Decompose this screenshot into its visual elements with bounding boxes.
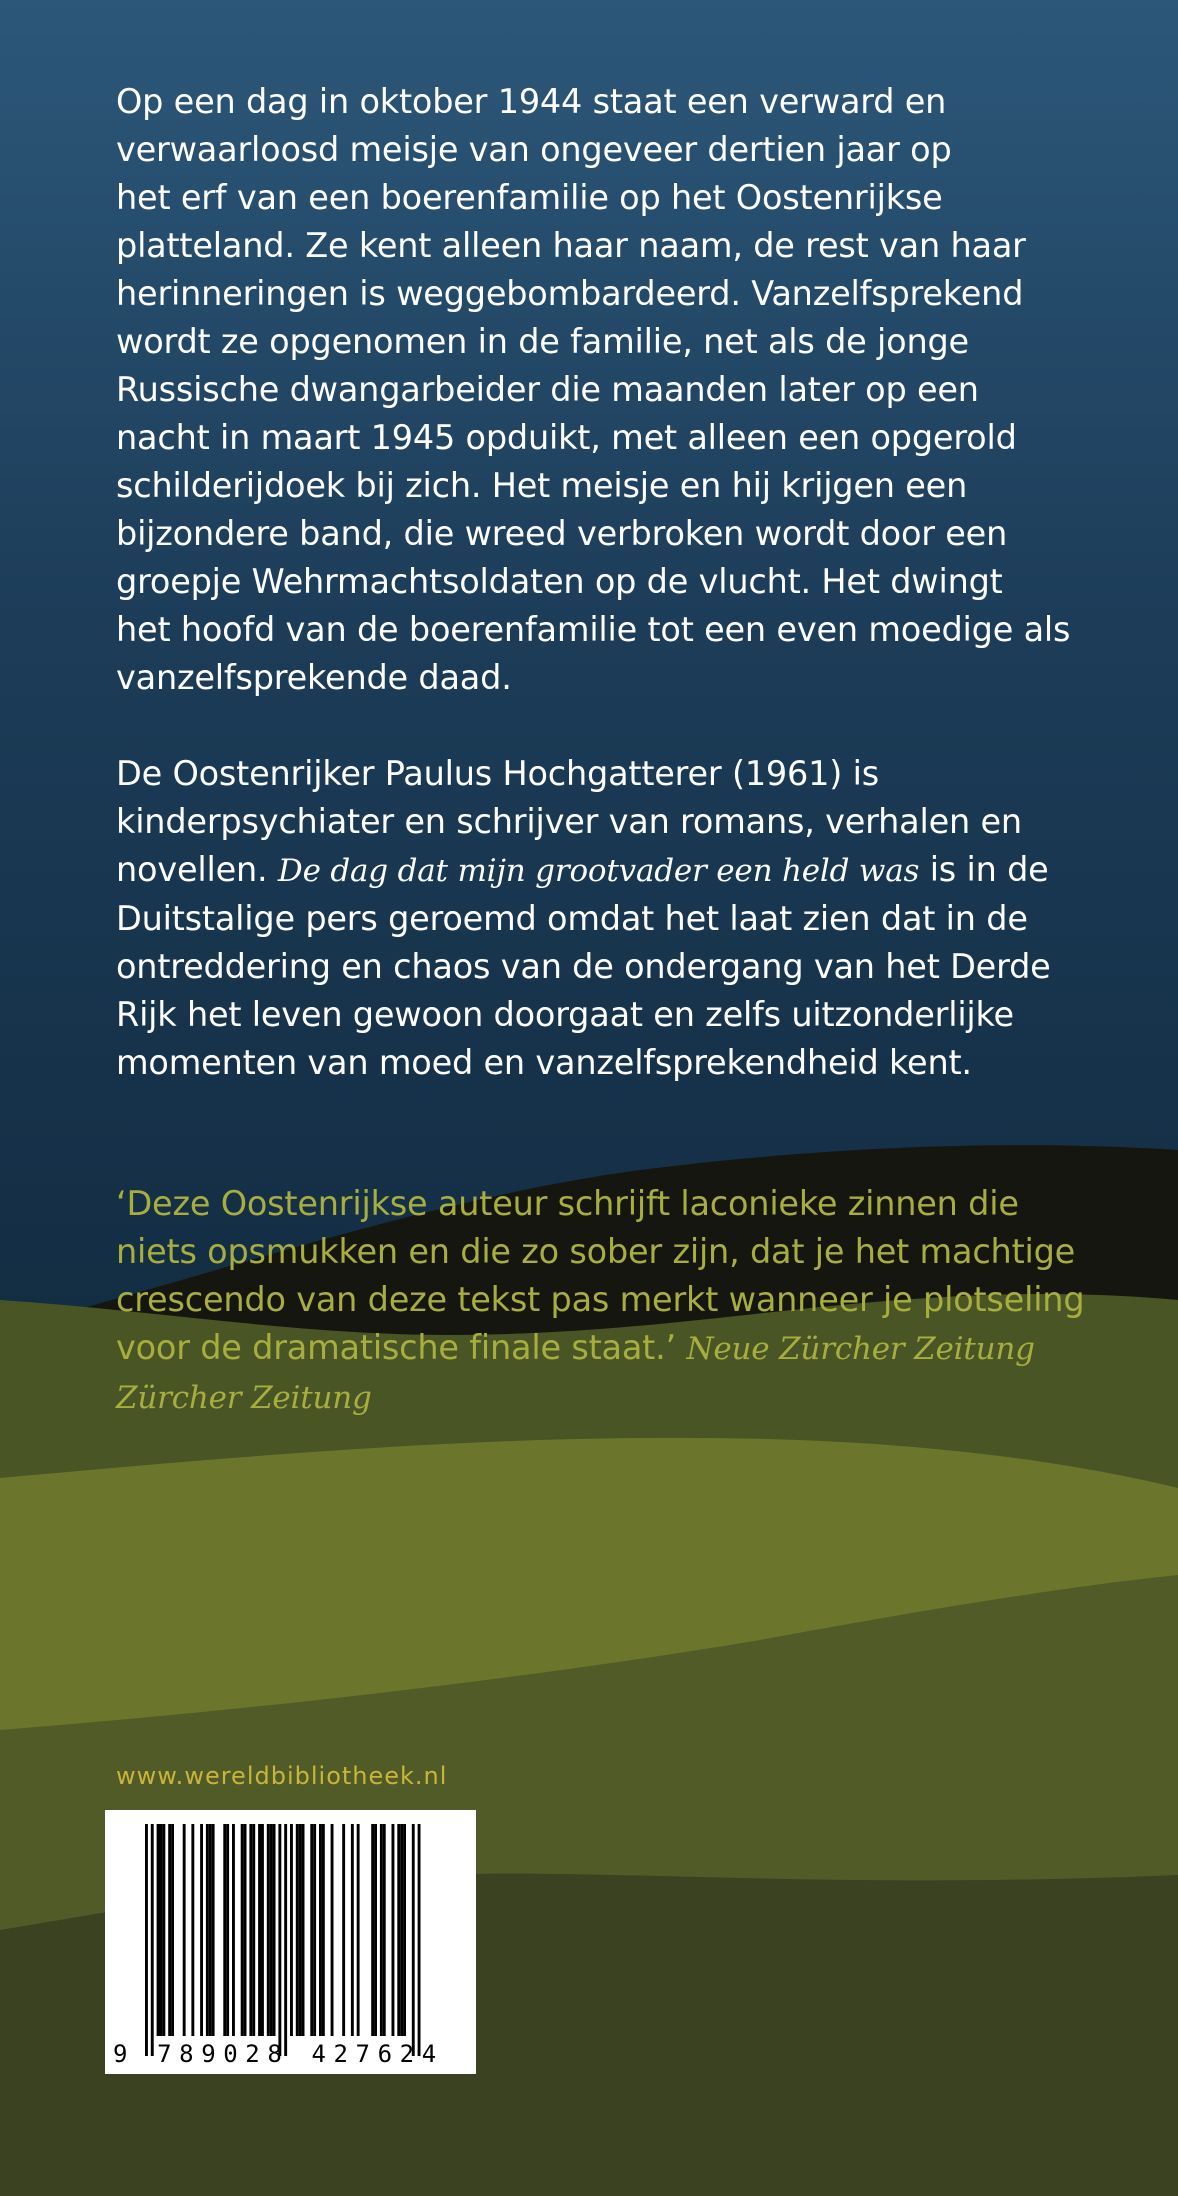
barcode-bars	[105, 1810, 476, 2074]
barcode-bar	[212, 1824, 215, 2036]
barcode-bar	[290, 1824, 293, 2036]
synopsis-text	[116, 78, 1096, 702]
publisher-website: www.wereldbibliotheek.nl	[116, 1762, 448, 1790]
barcode-bar	[244, 1824, 247, 2036]
bio-line: momenten van moed en vanzelfsprekendheid kent.	[116, 1043, 972, 1082]
quote-line	[116, 1324, 1096, 1373]
press-quote	[116, 1180, 1096, 1422]
synopsis-line: het erf van een boerenfamilie op het Oostenrijkse	[116, 178, 943, 217]
barcode-bar	[209, 1824, 212, 2036]
barcode-bar	[392, 1824, 395, 2036]
barcode-bar	[310, 1824, 313, 2036]
barcode-bar	[223, 1824, 226, 2036]
barcode-bar	[160, 1824, 163, 2036]
bio-line: Rijk het leven gewoon doorgaat en zelfs uitzonderlijke	[116, 995, 1014, 1034]
barcode-bar	[206, 1824, 209, 2036]
barcode-bar	[403, 1824, 406, 2036]
barcode-bar	[267, 1824, 270, 2036]
synopsis-line: nacht in maart 1945 opduikt, met alleen een opgerold	[116, 418, 1017, 457]
barcode-bar	[397, 1824, 400, 2036]
bio-text: is in de	[919, 850, 1049, 889]
synopsis-line: vanzelfsprekende daad.	[116, 658, 512, 697]
barcode-bar	[319, 1824, 322, 2036]
barcode-bar	[261, 1824, 264, 2036]
isbn-digits: 9 789028 427624	[113, 2040, 444, 2068]
barcode-bar	[200, 1824, 203, 2036]
barcode-bar	[374, 1824, 377, 2036]
bio-line: De Oostenrijker Paulus Hochgatterer (1961) is	[116, 754, 879, 793]
quote-line	[116, 1373, 1096, 1422]
bio-line: ontreddering en chaos van de ondergang van het Derde	[116, 947, 1051, 986]
barcode-bar	[418, 1824, 421, 2056]
synopsis-line: Op een dag in oktober 1944 staat een verward en	[116, 82, 947, 121]
barcode-bar	[400, 1824, 403, 2036]
synopsis-line: schilderijdoek bij zich. Het meisje en hij krijgen een	[116, 466, 968, 505]
barcode-bar	[171, 1824, 174, 2036]
quote-source: Zürcher Zeitung	[116, 1380, 372, 1416]
barcode-bar	[351, 1824, 354, 2036]
barcode-bar	[278, 1824, 281, 2056]
barcode-bar	[380, 1824, 383, 2036]
barcode-bar	[357, 1824, 360, 2036]
bio-line: kinderpsychiater en schrijver van romans, verhalen en	[116, 802, 1022, 841]
synopsis-line: platteland. Ze kent alleen haar naam, de rest van haar	[116, 226, 1026, 265]
barcode-bar	[270, 1824, 273, 2036]
synopsis-line: het hoofd van de boerenfamilie tot een even moedige als	[116, 610, 1071, 649]
isbn-barcode	[105, 1810, 476, 2074]
quote-line: niets opsmukken en die zo sober zijn, dat je het machtige	[116, 1232, 1076, 1271]
synopsis-line: Russische dwangarbeider die maanden later op een	[116, 370, 979, 409]
barcode-bar	[249, 1824, 252, 2036]
quote-line: ‘Deze Oostenrijkse auteur schrijft laconieke zinnen die	[116, 1184, 1019, 1223]
barcode-bar	[145, 1824, 148, 2056]
bio-line	[116, 846, 1096, 895]
barcode-bar	[191, 1824, 194, 2036]
synopsis-line: wordt ze opgenomen in de familie, net als de jonge	[116, 322, 969, 361]
barcode-bar	[383, 1824, 386, 2036]
barcode-bar	[157, 1824, 160, 2036]
quote-source: Neue Zürcher Zeitung	[686, 1331, 1035, 1367]
barcode-bar	[302, 1824, 305, 2036]
barcode-bar	[296, 1824, 299, 2036]
bio-text: novellen.	[116, 850, 278, 889]
barcode-bar	[412, 1824, 415, 2056]
book-title: De dag dat mijn grootvader een held was	[277, 853, 920, 889]
barcode-bar	[226, 1824, 229, 2036]
barcode-bar	[241, 1824, 244, 2036]
barcode-bar	[371, 1824, 374, 2036]
barcode-bar	[183, 1824, 186, 2036]
barcode-bar	[342, 1824, 345, 2036]
quote-text: voor de dramatische finale staat.’	[116, 1328, 687, 1367]
barcode-bar	[258, 1824, 261, 2036]
synopsis-line: groepje Wehrmachtsoldaten op de vlucht. Het dwingt	[116, 562, 1003, 601]
synopsis-line: bijzondere band, die wreed verbroken wordt door een	[116, 514, 1008, 553]
barcode-bar	[313, 1824, 316, 2036]
barcode-bar	[273, 1824, 276, 2036]
synopsis-line: herinneringen is weggebombardeerd. Vanzelfsprekend	[116, 274, 1024, 313]
barcode-bar	[331, 1824, 334, 2036]
quote-line: crescendo van deze tekst pas merkt wanneer je plotseling	[116, 1280, 1085, 1319]
barcode-bar	[284, 1824, 287, 2056]
barcode-bar	[168, 1824, 171, 2036]
barcode-bar	[252, 1824, 255, 2036]
barcode-bar	[232, 1824, 235, 2036]
barcode-bar	[162, 1824, 165, 2036]
barcode-bar	[322, 1824, 325, 2036]
author-bio	[116, 750, 1096, 1087]
barcode-bar	[299, 1824, 302, 2036]
bio-line: Duitstalige pers geroemd omdat het laat zien dat in de	[116, 899, 1028, 938]
barcode-bar	[151, 1824, 154, 2056]
synopsis-line: verwaarloosd meisje van ongeveer dertien jaar op	[116, 130, 952, 169]
